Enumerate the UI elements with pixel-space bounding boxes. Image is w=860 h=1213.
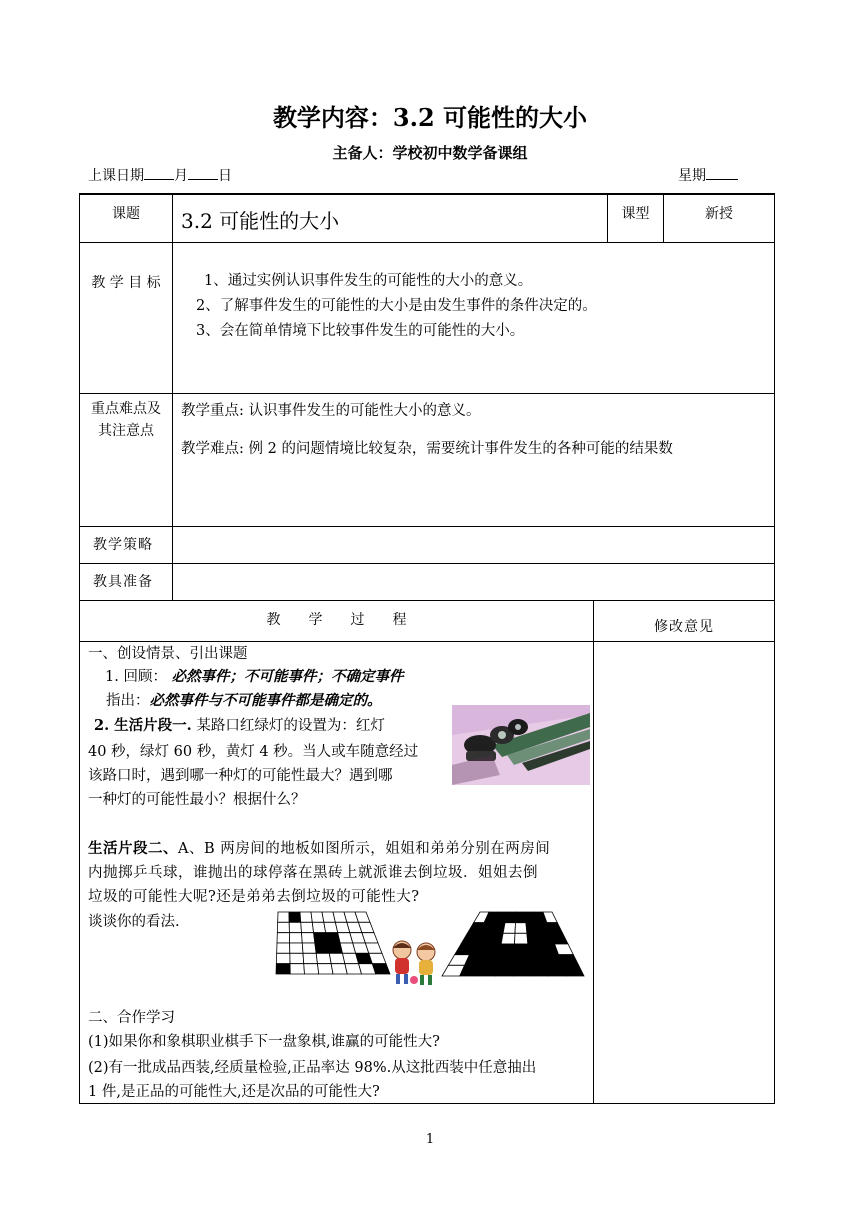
objective-1: 1、通过实例认识事件发生的可能性的大小的意义。: [204, 273, 533, 289]
floor-tile: [501, 933, 515, 944]
life1-line4: 一种灯的可能性最小？根据什么？: [88, 792, 306, 808]
floor-tile: [303, 953, 317, 963]
floor-tile: [289, 922, 301, 932]
traffic-light-photo: [452, 705, 590, 785]
page-number: 1: [425, 1132, 435, 1147]
weekday-blank: [706, 164, 738, 180]
children-illustration: [386, 936, 446, 988]
floor-tile: [559, 955, 579, 966]
life2-line1: [88, 836, 550, 862]
type-value: 新授: [705, 206, 733, 222]
topic-label: 课题: [112, 206, 140, 222]
point-text: 必然事件与不可能事件都是确定的。: [149, 692, 382, 709]
floor-tile: [277, 922, 289, 932]
life1-line2: 40 秒，绿灯 60 秒，黄灯 4 秒。当人或车随意经过: [88, 744, 419, 760]
process-label: 教 学 过 程: [266, 612, 407, 628]
floor-tile: [312, 922, 325, 932]
floor-tile: [276, 953, 290, 963]
month-blank: [144, 164, 174, 180]
objectives-label: 教 学 目 标: [91, 275, 161, 291]
floor-tile: [290, 953, 304, 963]
page-title: 教学内容：3.2 可能性的大小: [272, 103, 588, 132]
review-items: 必然事件；不可能事件；不确定事件: [171, 668, 404, 685]
question-1: (1)如果你和象棋职业棋手下一盘象棋,谁赢的可能性大?: [88, 1034, 440, 1050]
life2-line3: 垃圾的可能性大呢?还是弟弟去倒垃圾的可能性大?: [88, 889, 420, 905]
tools-label: 教具准备: [93, 574, 153, 590]
floor-tile: [300, 912, 312, 922]
floor-tile: [277, 943, 290, 953]
section2-title: 二、合作学习: [88, 1010, 175, 1026]
floor-tile: [289, 933, 302, 943]
floor-tile: [315, 943, 329, 953]
floor-tile: [516, 912, 526, 923]
difficulty: 教学难点: 例 2 的问题情境比较复杂，需要统计事件发生的各种可能的结果数: [181, 441, 673, 457]
life1-title: 2. 生活片段一.: [94, 717, 192, 734]
keypoints-label: 重点难点及其注意点: [91, 401, 161, 439]
floor-tile: [289, 912, 301, 922]
floor-tile: [484, 944, 501, 955]
floor-tile: [317, 964, 333, 974]
floor-tile: [277, 933, 290, 943]
day-label: 日: [218, 168, 232, 184]
review-prefix: 1. 回顾：: [105, 669, 167, 685]
objective-2: 2、了解事件发生的可能性的大小是由发生事件的条件决定的。: [196, 298, 597, 314]
floor-tile: [478, 965, 498, 976]
floor-tile: [314, 933, 328, 943]
life1-line3: 该路口时，遇到哪一种灯的可能性最大？遇到哪: [88, 768, 393, 784]
floor-tile: [278, 912, 290, 922]
date-line: [88, 164, 232, 185]
floor-tile: [514, 955, 530, 966]
objective-3: 3、会在简单情境下比较事件发生的可能性的大小。: [196, 323, 525, 339]
day-blank: [188, 164, 218, 180]
floor-tile: [530, 965, 549, 976]
floor-tile: [276, 964, 290, 974]
floor-tile: [513, 965, 531, 976]
floor-tile: [369, 953, 386, 963]
weekday-label: 星期: [678, 168, 706, 184]
floor-b-diagram: [440, 910, 586, 978]
life1-text1: 某路口红绿灯的设置为：红灯: [196, 718, 385, 734]
month-label: 月: [174, 168, 188, 184]
topic-value: 3.2 可能性的大小: [181, 209, 340, 233]
floor-tile: [529, 955, 546, 966]
floor-tile: [515, 923, 527, 934]
floor-tile: [515, 933, 528, 944]
floor-tile: [497, 955, 514, 966]
preparer: 主备人：学校初中数学备课组: [332, 144, 528, 162]
floor-tile: [499, 944, 514, 955]
floor-tile: [481, 955, 499, 966]
date-prefix: 上课日期: [88, 168, 144, 184]
floor-tile: [302, 933, 315, 943]
life1-line1: [94, 713, 385, 739]
life2-title: 生活片段二、: [88, 840, 178, 857]
strategy-label: 教学策略: [93, 537, 153, 553]
type-label: 课型: [621, 206, 650, 222]
floor-tile: [495, 965, 513, 976]
floor-tile: [316, 953, 331, 963]
point-prefix: 指出：: [106, 693, 150, 709]
floor-tile: [503, 923, 515, 934]
review-line: [105, 664, 404, 690]
question-2-line1: (2)有一批成品西装,经质量检验,正品率达 98%.从这批西装中任意抽出: [88, 1060, 537, 1076]
floor-tile: [301, 922, 314, 932]
weekday-line: [678, 164, 738, 185]
revision-label: 修改意见: [654, 619, 714, 635]
floor-tile: [302, 943, 316, 953]
key-point: 教学重点: 认识事件发生的可能性大小的意义。: [181, 403, 481, 419]
floor-tile: [505, 912, 516, 923]
life2-line4: 谈谈你的看法.: [88, 914, 180, 930]
section1-title: 一、创设情景、引出课题: [88, 646, 248, 662]
floor-tile: [304, 964, 319, 974]
life2-text1: A、B 两房间的地板如图所示，姐姐和弟弟分别在两房间: [178, 841, 551, 857]
question-2-line2: 1 件,是正品的可能性大,还是次品的可能性大?: [88, 1084, 380, 1100]
life2-line2: 内抛掷乒乓球，谁抛出的球停落在黑砖上就派谁去倒垃圾．姐姐去倒: [88, 865, 538, 881]
point-line: [106, 688, 382, 714]
floor-tile: [514, 944, 529, 955]
floor-a-diagram: [274, 910, 392, 976]
floor-tile: [290, 964, 304, 974]
floor-tile: [290, 943, 303, 953]
floor-tile: [562, 965, 584, 976]
